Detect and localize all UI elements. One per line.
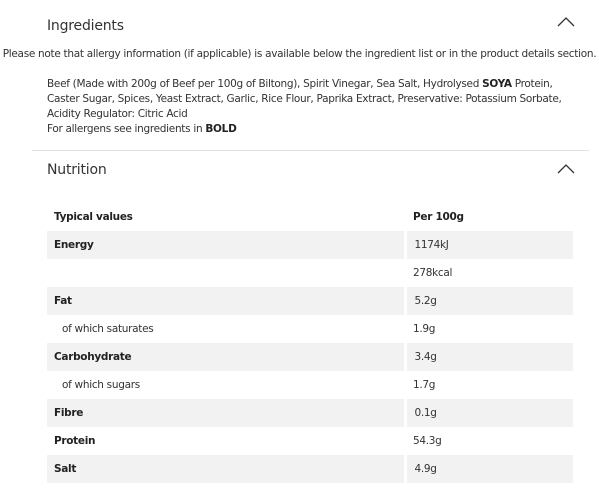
- nutrient-label: Fibre: [47, 399, 405, 427]
- chevron-up-icon[interactable]: [557, 16, 575, 28]
- ingredients-section: [32, 0, 589, 38]
- nutrient-label: of which sugars: [62, 379, 140, 391]
- ingredients-list: [47, 77, 577, 137]
- nutrient-value: 4.9g: [405, 455, 573, 483]
- nutrition-title: Nutrition: [47, 162, 107, 178]
- nutrient-label: Protein: [54, 435, 96, 447]
- ingredients-header[interactable]: [32, 0, 589, 38]
- nutrient-value: 5.2g: [405, 287, 573, 315]
- nutrient-label: Energy: [47, 231, 405, 259]
- nutrient-value: 0.1g: [405, 399, 573, 427]
- allergens-note: [47, 122, 577, 137]
- ingredients-text: [47, 77, 577, 122]
- table-row: [47, 371, 573, 399]
- nutrient-label: Carbohydrate: [47, 343, 405, 371]
- nutrient-value: 1174kJ: [405, 231, 573, 259]
- allergens-note-prefix: For allergens see ingredients in: [47, 123, 206, 135]
- ingredients-text-part1: Beef (Made with 200g of Beef per 100g of Biltong), Spirit Vinegar, Sea Salt, Hydrolysed: [47, 78, 483, 90]
- nutrient-value: 3.4g: [405, 343, 573, 371]
- nutrition-table: [47, 203, 573, 483]
- table-row: [47, 399, 573, 427]
- nutrient-value: 54.3g: [413, 435, 442, 447]
- allergens-note-bold: BOLD: [205, 123, 237, 135]
- nutrient-label: Salt: [47, 455, 405, 483]
- ingredients-title: Ingredients: [47, 18, 124, 34]
- nutrient-value: 278kcal: [413, 267, 453, 279]
- column-header-typical-values: Typical values: [54, 211, 133, 223]
- nutrient-label: Fat: [47, 287, 405, 315]
- table-row: [47, 343, 573, 371]
- table-row: [47, 455, 573, 483]
- ingredients-text-part2: Protein, Caster Sugar, Spices, Yeast Extract, Garlic, Rice Flour, Paprika Extract, Preservative: Potassium Sorbate, Acidity Regulator: Citric Acid: [47, 78, 562, 120]
- allergen-soya: SOYA: [482, 78, 512, 90]
- table-row: [47, 231, 573, 259]
- allergy-note: Please note that allergy information (if applicable) is available below the ingredient list or in the product details section.: [2, 48, 597, 60]
- nutrient-label: of which saturates: [62, 323, 154, 335]
- table-row: [47, 287, 573, 315]
- nutrient-value: 1.9g: [413, 323, 436, 335]
- nutrition-header[interactable]: [32, 151, 589, 189]
- column-header-per-100g: Per 100g: [413, 211, 464, 223]
- nutrition-header-row: [47, 203, 573, 231]
- table-row: [47, 259, 573, 287]
- chevron-up-icon[interactable]: [557, 163, 575, 175]
- nutrient-label: [47, 259, 405, 287]
- table-row: [47, 315, 573, 343]
- nutrition-section: [32, 151, 589, 189]
- table-row: [47, 427, 573, 455]
- nutrient-value: 1.7g: [413, 379, 436, 391]
